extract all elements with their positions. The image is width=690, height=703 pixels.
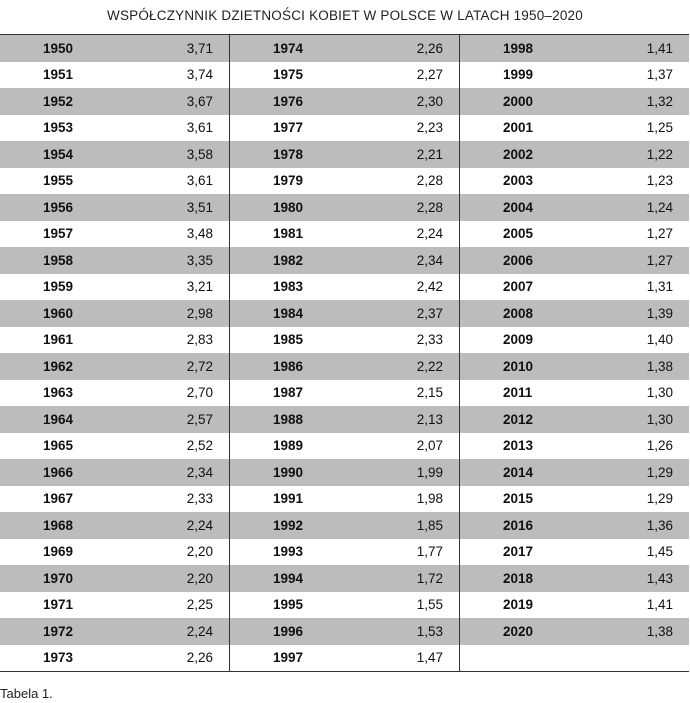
table-row [230,565,459,592]
year-cell: 1951 [43,67,74,83]
table-row [230,592,459,619]
value-cell: 1,45 [646,544,673,560]
table-row [460,433,689,460]
value-cell: 1,30 [646,411,673,427]
value-cell: 1,43 [646,570,673,586]
table-row [0,486,229,513]
table-row [460,380,689,407]
value-cell: 2,28 [416,173,443,189]
year-cell: 1970 [43,570,74,586]
value-cell: 1,39 [646,305,673,321]
table-row [0,247,229,274]
table-row [230,168,459,195]
value-cell: 2,57 [186,411,213,427]
year-cell: 1980 [273,199,304,215]
table-row [0,327,229,354]
value-cell: 2,70 [186,385,213,401]
table-row [0,274,229,301]
year-cell: 1977 [273,120,304,136]
year-cell: 1992 [273,517,304,533]
year-cell: 1979 [273,173,304,189]
year-cell: 2001 [503,120,534,136]
year-cell: 1956 [43,199,74,215]
table-row [460,274,689,301]
year-cell: 1967 [43,491,74,507]
year-cell: 1963 [43,385,74,401]
table-column [229,35,459,671]
value-cell: 2,20 [186,570,213,586]
year-cell: 1959 [43,279,74,295]
year-cell: 1996 [273,623,304,639]
year-cell: 1976 [273,93,304,109]
table-row [230,433,459,460]
year-cell: 2013 [503,438,534,454]
table-row [230,274,459,301]
year-cell: 1952 [43,93,74,109]
table-caption: Tabela 1. [0,686,53,701]
year-cell: 1957 [43,226,74,242]
table-row [460,353,689,380]
value-cell: 3,48 [186,226,213,242]
table-row [0,300,229,327]
value-cell: 1,77 [416,544,443,560]
table-row [230,512,459,539]
value-cell: 2,30 [416,93,443,109]
value-cell: 1,29 [646,464,673,480]
table-row [460,459,689,486]
value-cell: 2,15 [416,385,443,401]
year-cell: 1975 [273,67,304,83]
value-cell: 2,98 [186,305,213,321]
table-row [0,645,229,672]
year-cell: 1962 [43,358,74,374]
value-cell: 1,37 [646,67,673,83]
value-cell: 3,35 [186,252,213,268]
table-row [230,62,459,89]
value-cell: 1,36 [646,517,673,533]
table-row [0,565,229,592]
year-cell: 1978 [273,146,304,162]
value-cell: 2,13 [416,411,443,427]
year-cell: 1972 [43,623,74,639]
value-cell: 1,41 [646,40,673,56]
year-cell: 2004 [503,199,534,215]
table-row [0,380,229,407]
year-cell: 1973 [43,650,74,666]
year-cell: 1974 [273,40,304,56]
year-cell: 1955 [43,173,74,189]
table-row [0,141,229,168]
value-cell: 2,72 [186,358,213,374]
table-row [0,168,229,195]
year-cell: 1961 [43,332,74,348]
table-row [460,327,689,354]
table-row [0,512,229,539]
value-cell: 1,55 [416,597,443,613]
table-row [460,539,689,566]
table-row [230,459,459,486]
value-cell: 2,24 [186,623,213,639]
value-cell: 1,85 [416,517,443,533]
value-cell: 3,74 [186,67,213,83]
year-cell: 2007 [503,279,534,295]
value-cell: 1,99 [416,464,443,480]
value-cell: 3,51 [186,199,213,215]
year-cell: 1983 [273,279,304,295]
year-cell: 2016 [503,517,534,533]
value-cell: 2,27 [416,67,443,83]
value-cell: 1,72 [416,570,443,586]
value-cell: 2,42 [416,279,443,295]
value-cell: 2,83 [186,332,213,348]
value-cell: 1,38 [646,358,673,374]
year-cell: 2019 [503,597,534,613]
value-cell: 2,26 [416,40,443,56]
year-cell: 1998 [503,40,534,56]
table-row [0,35,229,62]
year-cell: 1986 [273,358,304,374]
table-row [460,141,689,168]
year-cell: 2015 [503,491,534,507]
value-cell: 2,33 [416,332,443,348]
year-cell: 1958 [43,252,74,268]
year-cell: 1987 [273,385,304,401]
year-cell: 2020 [503,623,534,639]
value-cell: 3,58 [186,146,213,162]
table-column [0,35,229,671]
value-cell: 3,61 [186,120,213,136]
value-cell: 2,24 [416,226,443,242]
value-cell: 1,29 [646,491,673,507]
year-cell: 1999 [503,67,534,83]
value-cell: 1,24 [646,199,673,215]
table-row [460,221,689,248]
year-cell: 2011 [503,385,533,401]
table-row [460,300,689,327]
value-cell: 2,26 [186,650,213,666]
value-cell: 2,52 [186,438,213,454]
year-cell: 1960 [43,305,74,321]
value-cell: 2,28 [416,199,443,215]
table-row [460,168,689,195]
year-cell: 1991 [273,491,304,507]
year-cell: 1950 [43,40,74,56]
year-cell: 2002 [503,146,534,162]
table-row [460,247,689,274]
table-row [460,88,689,115]
table-row [0,539,229,566]
value-cell: 1,41 [646,597,673,613]
year-cell: 1994 [273,570,304,586]
table-row [460,618,689,645]
table-row [230,380,459,407]
table-row [0,618,229,645]
table-row [230,406,459,433]
value-cell: 1,47 [416,650,443,666]
year-cell: 1969 [43,544,74,560]
year-cell: 1964 [43,411,74,427]
table-row [0,353,229,380]
year-cell: 2006 [503,252,534,268]
table-row [230,221,459,248]
value-cell: 1,98 [416,491,443,507]
table-row [0,459,229,486]
year-cell: 2000 [503,93,534,109]
year-cell: 2010 [503,358,534,374]
year-cell: 1953 [43,120,74,136]
table-row [0,194,229,221]
year-cell: 2005 [503,226,534,242]
year-cell: 1990 [273,464,304,480]
value-cell: 3,21 [186,279,213,295]
year-cell: 1981 [273,226,304,242]
value-cell: 1,23 [646,173,673,189]
table-row [460,645,689,672]
table-row [230,486,459,513]
table-row [230,115,459,142]
year-cell: 1988 [273,411,304,427]
value-cell: 1,25 [646,120,673,136]
table-row [230,353,459,380]
table-row [230,194,459,221]
value-cell: 3,61 [186,173,213,189]
table-row [460,565,689,592]
year-cell: 1997 [273,650,304,666]
table-row [0,115,229,142]
table-row [230,141,459,168]
year-cell: 1966 [43,464,74,480]
year-cell: 1954 [43,146,74,162]
year-cell: 2012 [503,411,534,427]
table-row [230,300,459,327]
value-cell: 1,26 [646,438,673,454]
table-row [230,88,459,115]
table-row [460,62,689,89]
year-cell: 1965 [43,438,74,454]
table-column [459,35,689,671]
year-cell: 1982 [273,252,304,268]
table-row [460,194,689,221]
table-row [230,539,459,566]
table-row [230,327,459,354]
table-row [460,592,689,619]
year-cell: 1985 [273,332,304,348]
table-row [460,406,689,433]
table-row [0,88,229,115]
table-row [230,247,459,274]
value-cell: 1,32 [646,93,673,109]
year-cell: 2008 [503,305,534,321]
value-cell: 1,38 [646,623,673,639]
value-cell: 1,40 [646,332,673,348]
table-title: WSPÓŁCZYNNIK DZIETNOŚCI KOBIET W POLSCE W LATACH 1950–2020 [107,8,583,23]
table-row [460,115,689,142]
value-cell: 3,67 [186,93,213,109]
value-cell: 3,71 [186,40,213,56]
value-cell: 2,07 [416,438,443,454]
table-row [460,486,689,513]
table-row [0,221,229,248]
value-cell: 1,27 [646,252,673,268]
value-cell: 1,53 [416,623,443,639]
table-row [0,62,229,89]
value-cell: 2,20 [186,544,213,560]
value-cell: 2,22 [416,358,443,374]
year-cell: 1968 [43,517,74,533]
year-cell: 1993 [273,544,304,560]
year-cell: 2003 [503,173,534,189]
table-row [230,618,459,645]
table-row [460,35,689,62]
table-row [0,592,229,619]
table-row [230,645,459,672]
value-cell: 1,22 [646,146,673,162]
value-cell: 1,30 [646,385,673,401]
year-cell: 1971 [43,597,74,613]
year-cell: 2014 [503,464,534,480]
value-cell: 1,27 [646,226,673,242]
table-row [0,406,229,433]
value-cell: 2,21 [416,146,443,162]
year-cell: 1989 [273,438,304,454]
year-cell: 1995 [273,597,304,613]
value-cell: 2,34 [186,464,213,480]
year-cell: 2017 [503,544,534,560]
year-cell: 2018 [503,570,534,586]
value-cell: 2,33 [186,491,213,507]
year-cell: 2009 [503,332,534,348]
value-cell: 2,23 [416,120,443,136]
table-row [230,35,459,62]
year-cell: 1984 [273,305,304,321]
value-cell: 2,25 [186,597,213,613]
fertility-table [0,34,689,672]
value-cell: 2,34 [416,252,443,268]
value-cell: 2,37 [416,305,443,321]
value-cell: 1,31 [646,279,673,295]
table-row [0,433,229,460]
value-cell: 2,24 [186,517,213,533]
table-row [460,512,689,539]
